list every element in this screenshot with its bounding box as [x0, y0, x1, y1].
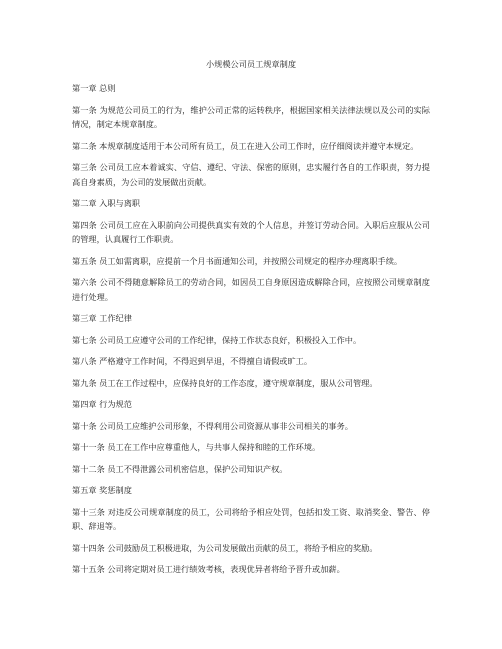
article-paragraph: 第五条 员工如需离职，应提前一个月书面通知公司，并按照公司规定的程序办理离职手续。	[72, 255, 403, 266]
article-paragraph: 第十四条 公司鼓励员工积极进取，为公司发展做出贡献的员工，将给予相应的奖励。	[72, 542, 378, 553]
chapter-heading: 第二章 入职与离职	[72, 198, 141, 208]
chapter-heading: 第五章 奖惩制度	[72, 485, 132, 495]
article-paragraph: 第七条 公司员工应遵守公司的工作纪律，保持工作状态良好，积极投入工作中。	[72, 334, 362, 345]
article-paragraph: 第四条 公司员工应在入职前向公司提供真实有效的个人信息，并签订劳动合同。入职后应服从公司的管理，认真履行工作职责。	[72, 219, 430, 244]
article-paragraph: 第十二条 员工不得泄露公司机密信息，保护公司知识产权。	[72, 463, 288, 474]
chapter-heading: 第一章 总则	[72, 83, 116, 93]
article-paragraph: 第一条 为规范公司员工的行为，维护公司正常的运转秩序，根据国家相关法律法规以及公司的实际情况，制定本规章制度。	[72, 104, 430, 129]
article-paragraph: 第十三条 对违反公司规章制度的员工，公司将给予相应处罚，包括扣发工资、取消奖金、警告、停职、辞退等。	[72, 506, 430, 531]
article-paragraph: 第六条 公司不得随意解除员工的劳动合同，如因员工自身原因造成解除合同，应按照公司规章制度进行处理。	[72, 277, 430, 302]
article-paragraph: 第十条 公司员工应维护公司形象，不得利用公司资源从事非公司相关的事务。	[72, 420, 353, 431]
article-paragraph: 第三条 公司员工应本着诚实、守信、遵纪、守法、保密的原则，忠实履行各自的工作职责，努力提高自身素质，为公司的发展做出贡献。	[72, 162, 430, 187]
article-paragraph: 第二条 本规章制度适用于本公司所有员工，员工在进入公司工作时，应仔细阅读并遵守本规定。	[72, 140, 419, 151]
chapter-heading: 第四章 行为规范	[72, 399, 132, 409]
article-paragraph: 第八条 严格遵守工作时间，不得迟到早退，不得擅自请假或旷工。	[72, 356, 313, 366]
document-title: 小规模公司员工规章制度	[205, 59, 297, 69]
article-paragraph: 第十五条 公司将定期对员工进行绩效考核，表现优异者将给予晋升或加薪。	[72, 564, 345, 574]
article-paragraph: 第九条 员工在工作过程中，应保持良好的工作态度，遵守规章制度，服从公司管理。	[72, 377, 378, 388]
article-paragraph: 第十一条 员工在工作中应尊重他人，与共事人保持和睦的工作环境。	[72, 442, 321, 452]
chapter-heading: 第三章 工作纪律	[72, 313, 132, 323]
